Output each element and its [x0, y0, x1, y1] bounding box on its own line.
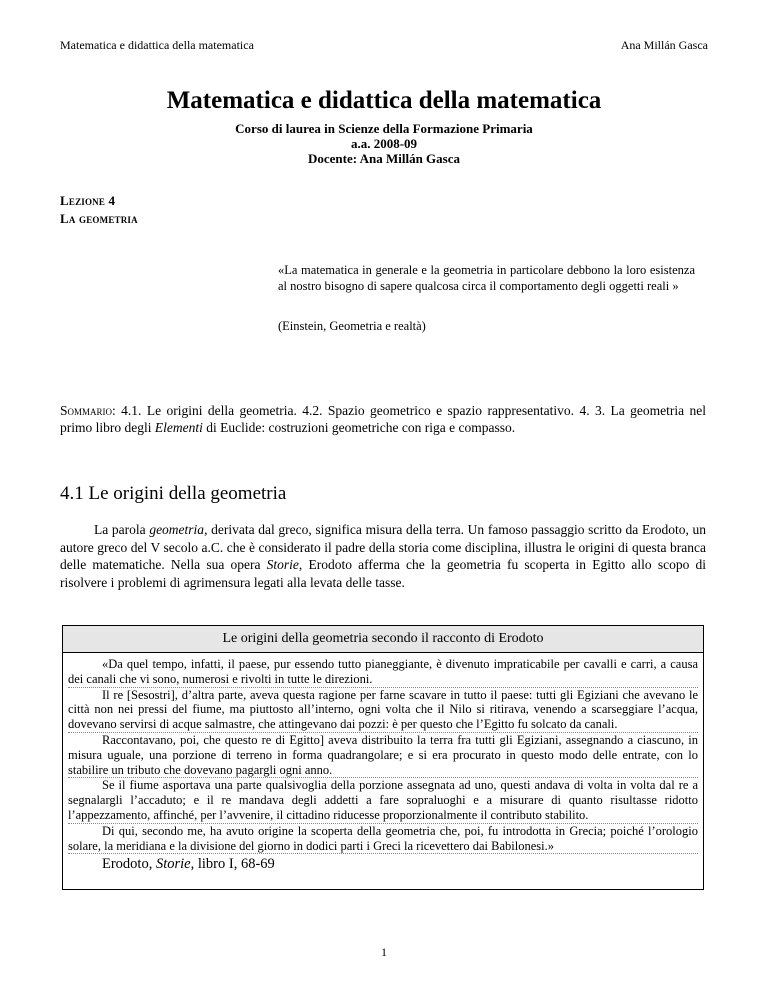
epigraph-source: (Einstein, Geometria e realtà): [278, 319, 426, 333]
section-heading: 4.1 Le origini della geometria: [60, 483, 287, 504]
summary-text-2: di Euclide: costruzioni geometriche con riga e compasso.: [202, 420, 516, 435]
intro-term-storie: Storie: [266, 557, 299, 572]
summary-text-1: : 4.1. Le origini della geometria. 4.2. Spazio geometrico e spazio rappresentativo. 4. 3. La geometria nel primo libro degli: [60, 403, 706, 435]
summary: [60, 402, 706, 436]
source-reference: , libro I, 68-69: [190, 856, 275, 873]
source-work: Storie: [155, 856, 191, 873]
quote-box: [62, 625, 704, 890]
quote-paragraph: «Da quel tempo, infatti, il paese, pur essendo tutto pianeggiante, è divenuto impraticabile per cavalli e carri, a causa dei canali che vi sono, numerosi e rivolti in tutte le direzioni.: [68, 657, 698, 686]
lesson-number: Lezione 4: [60, 193, 116, 208]
intro-text-1: La parola: [94, 522, 150, 537]
summary-elementi: Elementi: [154, 420, 203, 435]
source-author: Erodoto,: [102, 856, 156, 873]
academic-year: a.a. 2008-09: [350, 136, 418, 151]
page-number: 1: [381, 945, 387, 959]
intro-paragraph: [60, 521, 706, 591]
teacher-name: Docente: Ana Millán Gasca: [307, 151, 460, 166]
summary-label: Sommario: [60, 403, 113, 418]
running-header: [60, 38, 708, 52]
quote-paragraph: Di qui, secondo me, ha avuto origine la scoperta della geometria che, poi, fu introdotta in Grecia; poiché l’orologio solare, la meridiana e la divisione del giorno in dodici parti i Greci la ricevettero dai Babilonesi.»: [68, 823, 698, 853]
quote-source: [68, 855, 698, 873]
intro-text-2: , derivata dal greco, significa misura della terra. Un famoso passaggio scritto da Erodoto, un autore greco del V secolo a.C. che è considerato il padre della storia come disciplina, illustra le origini di questa branca delle matematiche. Nella sua opera: [60, 522, 706, 572]
document-title: Matematica e didattica della matematica: [166, 87, 602, 114]
course-name: Corso di laurea in Scienze della Formazione Primaria: [235, 121, 533, 136]
intro-text-3: , Erodoto afferma che la geometria fu scoperta in Egitto allo scopo di risolvere i problemi di agrimensura legati alla levata delle tasse.: [60, 557, 706, 590]
quote-paragraph: Se il fiume asportava una parte qualsivoglia della porzione assegnata ad uno, questi andava di volta in volta dal re a segnalargli l’accaduto; e il re mandava degli addetti a fare sopraluoghi e a misurare di quanto risultasse ridotto l’appezzamento, affinché, per l’avvenire, il cittadino riducesse proporzionalmente il contributo stabilito.: [68, 778, 698, 822]
quote-paragraph: Raccontavano, poi, che questo re di Egitto] aveva distribuito la terra fra tutti gli Egiziani, assegnando a ciascuno, in misura uguale, una porzione di terreno in forma quadrangolare; e si era procurato in questo modo delle entrate, con lo stabilire un tributo che dovevano pagargli ogni anno.: [68, 732, 698, 777]
intro-term-geometria: geometria: [149, 522, 205, 537]
course-info: [0, 121, 768, 166]
header-course-title: Matematica e didattica della matematica: [60, 38, 254, 52]
quote-box-title: Le origini della geometria secondo il racconto di Erodoto: [63, 626, 703, 653]
epigraph-quote: «La matematica in generale e la geometria in particolare debbono la loro esistenza al nostro bisogno di sapere qualcosa circa il comportamento degli oggetti reali »: [278, 263, 695, 293]
quote-paragraph: Il re [Sesostri], d’altra parte, aveva questa ragione per farne scavare in tutto il paese: tutti gli Egiziani che avevano le città non nei pressi del fiume, ma piuttosto all’interno, ogni volta che il Nilo si ritirava, venendo a scarseggiare l’acqua, dovevano servirsi di acque salmastre, che attingevano dai pozzi: è per questo che l’Egitto fu solcato da canali.: [68, 687, 698, 732]
header-author: Ana Millán Gasca: [620, 38, 708, 52]
quote-box-body: [63, 653, 703, 873]
lesson-topic: La geometria: [60, 211, 138, 226]
